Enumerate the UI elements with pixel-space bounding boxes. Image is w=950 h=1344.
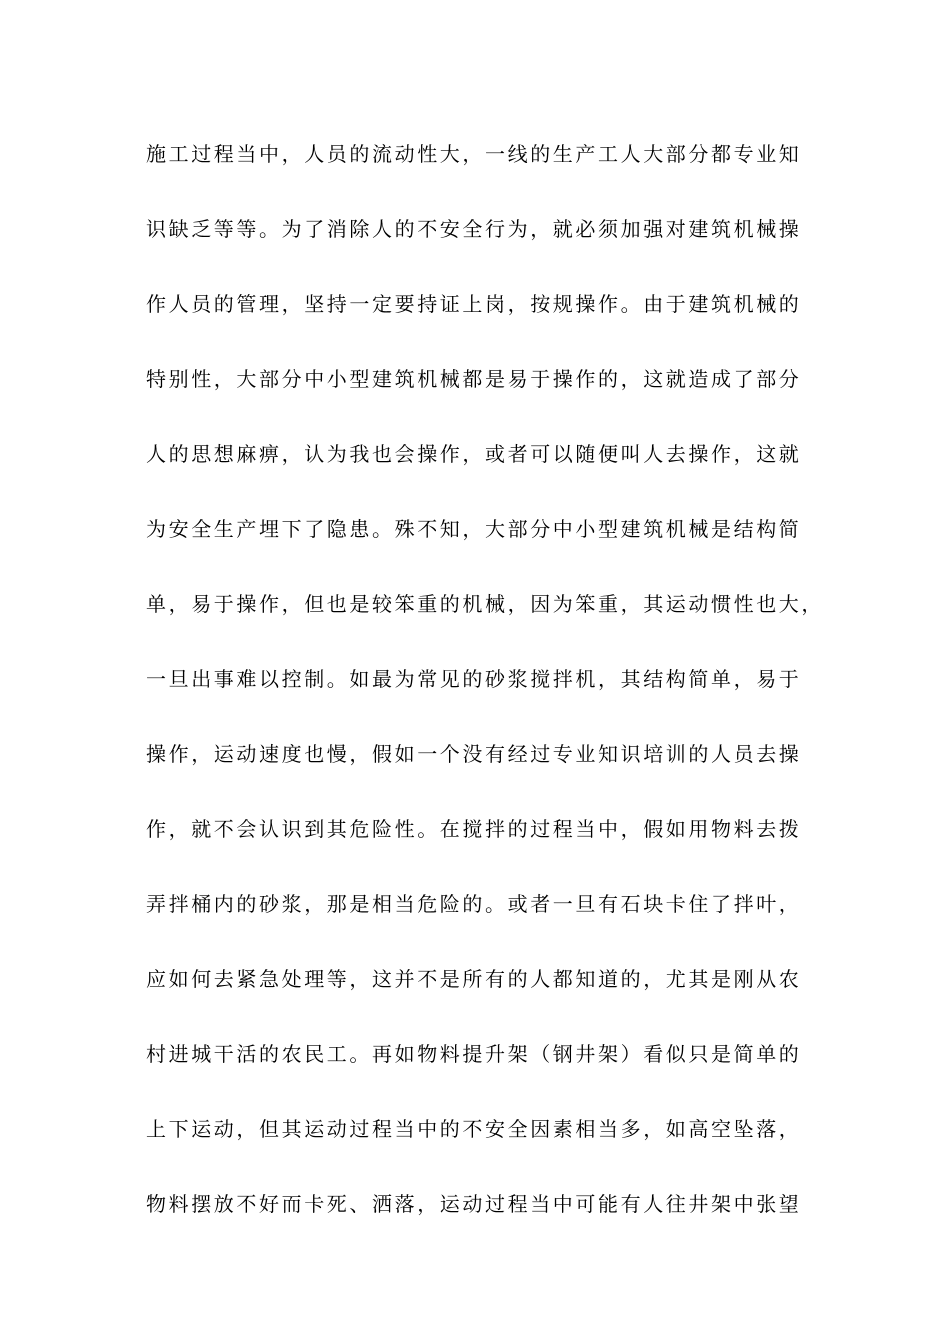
text-line-3: 作人员的管理，坚持一定要持证上岗，按规操作。由于建筑机械的 <box>146 292 802 316</box>
text-line-5: 人的思想麻痹，认为我也会操作，或者可以随便叫人去操作，这就 <box>146 442 802 466</box>
body-text <box>146 134 824 1259</box>
text-line-2: 识缺乏等等。为了消除人的不安全行为，就必须加强对建筑机械操 <box>146 217 802 241</box>
text-line-1: 施工过程当中，人员的流动性大，一线的生产工人大部分都专业知 <box>146 142 802 166</box>
text-line-11: 弄拌桶内的砂浆，那是相当危险的。或者一旦有石块卡住了拌叶， <box>146 892 802 916</box>
text-line-13: 村进城干活的农民工。再如物料提升架（钢井架）看似只是简单的 <box>146 1042 802 1066</box>
text-line-10: 作，就不会认识到其危险性。在搅拌的过程当中，假如用物料去拨 <box>146 817 802 841</box>
text-line-14: 上下运动，但其运动过程当中的不安全因素相当多，如高空坠落， <box>146 1117 802 1141</box>
text-line-12: 应如何去紧急处理等，这并不是所有的人都知道的，尤其是刚从农 <box>146 967 802 991</box>
text-line-6: 为安全生产埋下了隐患。殊不知，大部分中小型建筑机械是结构简 <box>146 517 802 541</box>
text-line-7: 单，易于操作，但也是较笨重的机械，因为笨重，其运动惯性也大， <box>146 592 824 616</box>
text-line-9: 操作，运动速度也慢，假如一个没有经过专业知识培训的人员去操 <box>146 742 802 766</box>
text-line-4: 特别性，大部分中小型建筑机械都是易于操作的，这就造成了部分 <box>146 367 802 391</box>
text-line-15: 物料摆放不好而卡死、洒落，运动过程当中可能有人往井架中张望 <box>146 1192 802 1216</box>
text-line-8: 一旦出事难以控制。如最为常见的砂浆搅拌机，其结构简单，易于 <box>146 667 802 691</box>
